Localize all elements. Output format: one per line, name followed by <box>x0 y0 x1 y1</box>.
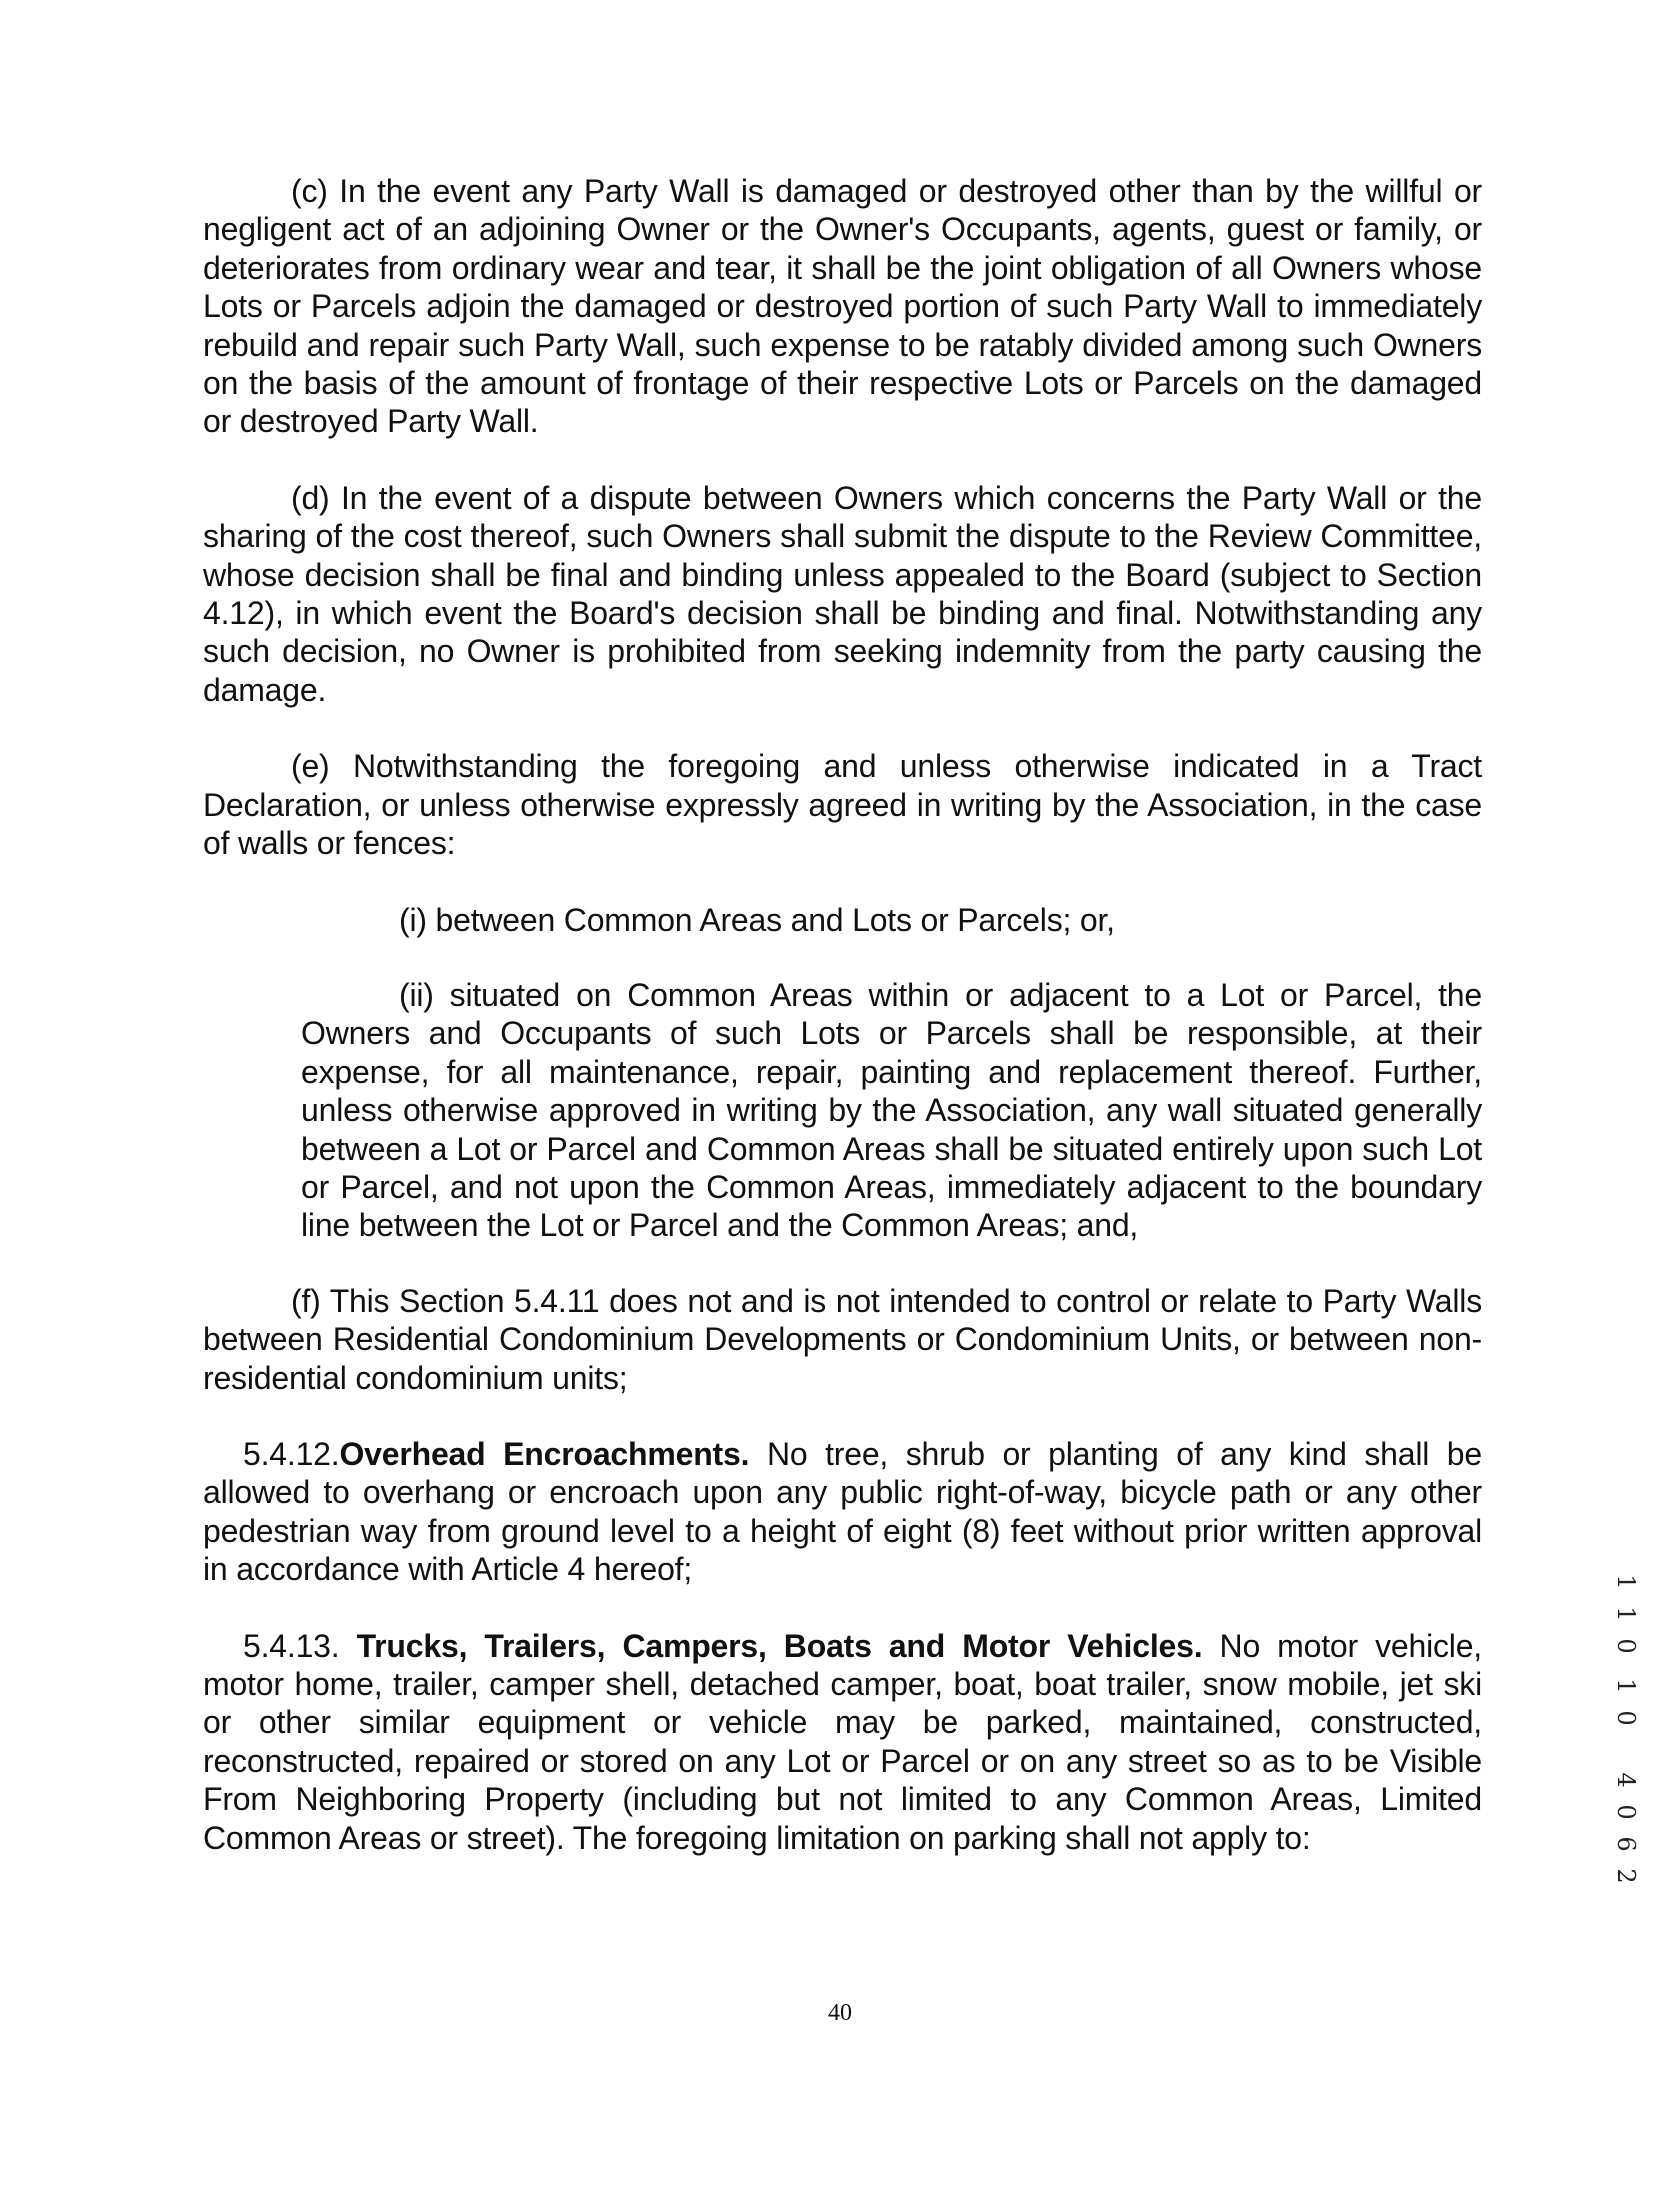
section-body: No tree, shrub or planting of any kind shall be allowed to overhang or encroach upon any public right-of-way, bicycle path or any other pedestrian way from ground level to a height of eight (8) feet without prior written approval in accordance with Article 4 hereof; <box>203 1435 1482 1588</box>
section-heading: Trucks, Trailers, Campers, Boats and Motor Vehicles <box>356 1627 1194 1664</box>
stamp-digit: 1 <box>1612 1678 1640 1694</box>
paragraph-e: (e) Notwithstanding the foregoing and unless otherwise indicated in a Tract Declaration, or unless otherwise expressly agreed in writing by the Association, in the case of walls or fences: <box>203 748 1482 862</box>
section-5-4-13 <box>203 1627 1482 1857</box>
paragraph-f: (f) This Section 5.4.11 does not and is not intended to control or relate to Party Walls between Residential Condominium Developments or Condominium Units, or between non-residential condominium units; <box>203 1282 1482 1396</box>
page-number: 40 <box>828 2000 852 2026</box>
stamp-digit: 0 <box>1612 1710 1640 1726</box>
section-heading-period: . <box>1193 1627 1203 1664</box>
stamp-digit: 1 <box>1612 1574 1640 1590</box>
paragraph-e-ii: (ii) situated on Common Areas within or adjacent to a Lot or Parcel, the Owners and Occupants of such Lots or Parcels shall be responsible, at their expense, for all maintenance, repair, painting and replacement thereof. Further, unless otherwise approved in writing by the Association, any wall situated generally between a Lot or Parcel and Common Areas shall be situated entirely upon such Lot or Parcel, and not upon the Common Areas, immediately adjacent to the boundary line between the Lot or Parcel and the Common Areas; and, <box>301 976 1482 1244</box>
stamp-digit: 1 <box>1612 1606 1640 1622</box>
section-number: 5.4.12. <box>243 1435 340 1472</box>
section-heading-period: . <box>740 1435 750 1472</box>
document-body <box>203 172 1482 1857</box>
paragraph-c: (c) In the event any Party Wall is damaged or destroyed other than by the willful or negligent act of an adjoining Owner or the Owner's Occupants, agents, guest or family, or deteriorates from ordinary wear and tear, it shall be the joint obligation of all Owners whose Lots or Parcels adjoin the damaged or destroyed portion of such Party Wall to immediately rebuild and repair such Party Wall, such expense to be ratably divided among such Owners on the basis of the amount of frontage of their respective Lots or Parcels on the damaged or destroyed Party Wall. <box>203 173 1482 440</box>
stamp-digit: 0 <box>1612 1638 1640 1654</box>
section-5-4-12 <box>203 1435 1482 1589</box>
stamp-digit: 2 <box>1612 1868 1640 1884</box>
stamp-digit: 0 <box>1612 1804 1640 1820</box>
stamp-digit: 4 <box>1612 1772 1640 1788</box>
paragraph-d: (d) In the event of a dispute between Owners which concerns the Party Wall or the sharing of the cost thereof, such Owners shall submit the dispute to the Review Committee, whose decision shall be final and binding unless appealed to the Board (subject to Section 4.12), in which event the Board's decision shall be binding and final. Notwithstanding any such decision, no Owner is prohibited from seeking indemnity from the party causing the damage. <box>203 479 1482 708</box>
stamp-digit: 6 <box>1612 1836 1640 1852</box>
recording-stamp <box>1606 1570 1646 1910</box>
section-number: 5.4.13. <box>243 1627 357 1664</box>
paragraph-e-i: (i) between Common Areas and Lots or Parcels; or, <box>399 901 1115 938</box>
section-heading: Overhead Encroachments <box>339 1435 741 1472</box>
section-body: No motor vehicle, motor home, trailer, camper shell, detached camper, boat, boat trailer, snow mobile, jet ski or other similar equipment or vehicle may be parked, maintained, constructed, reconstructed, repaired or stored on any Lot or Parcel or on any street so as to be Visible From Neighboring Property (including but not limited to any Common Areas, Limited Common Areas or street). The foregoing limitation on parking shall not apply to: <box>203 1627 1483 1856</box>
